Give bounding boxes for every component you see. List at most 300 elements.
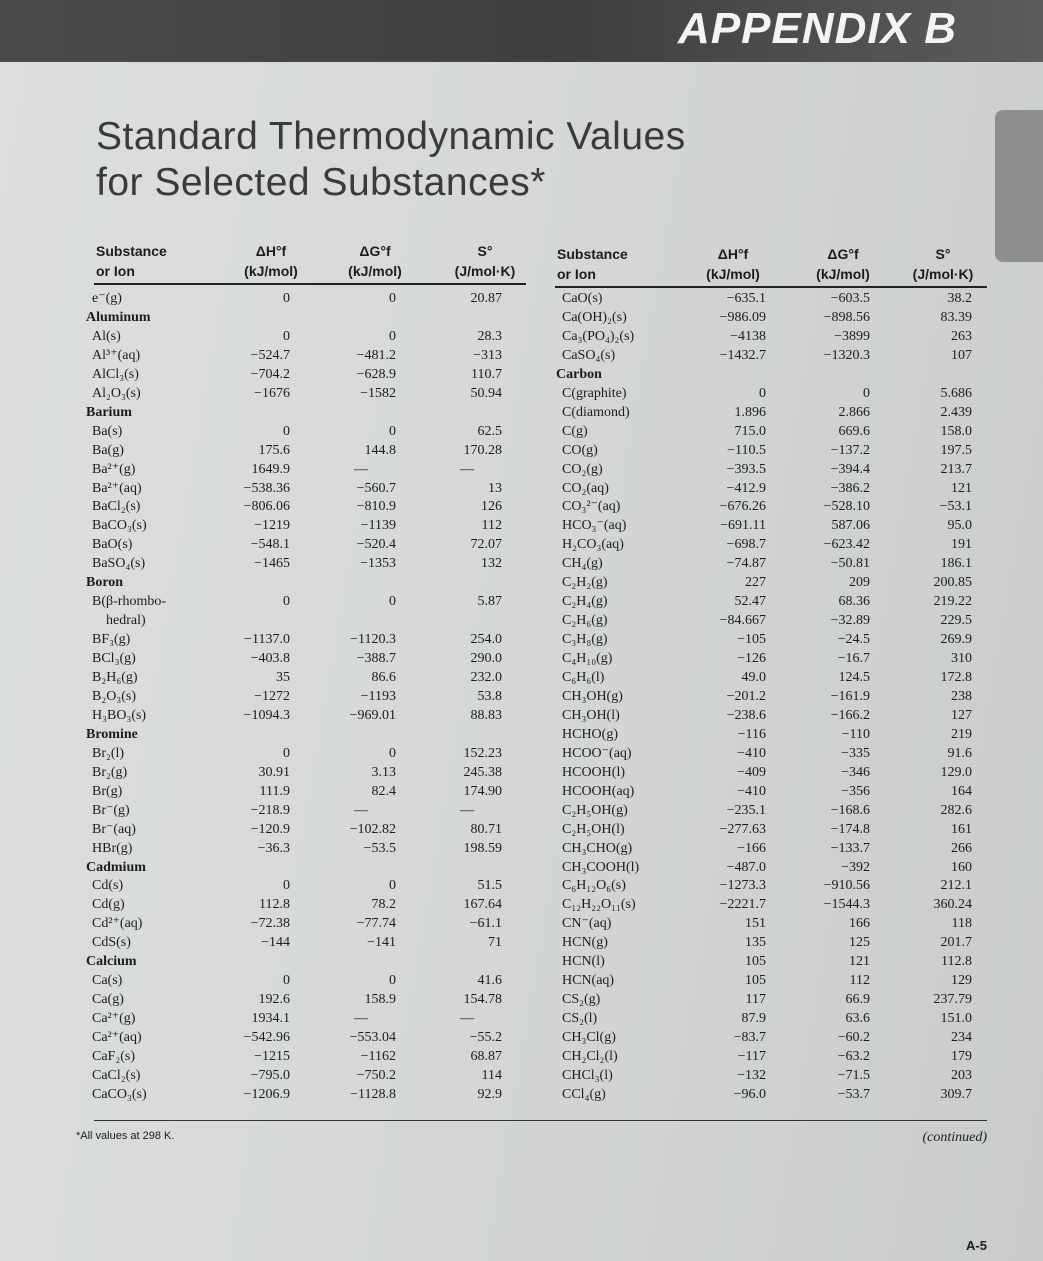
enthalpy-value: 0 xyxy=(283,973,290,989)
enthalpy-value: 1934.1 xyxy=(251,1011,290,1027)
substance-name: B(β-rhombo- xyxy=(92,594,166,610)
enthalpy-value: −238.6 xyxy=(726,707,766,723)
gibbs-value: −53.7 xyxy=(837,1086,870,1102)
gibbs-value: −137.2 xyxy=(830,442,870,458)
gibbs-value: −910.56 xyxy=(823,878,870,894)
table-row xyxy=(0,763,1043,782)
enthalpy-value: −676.26 xyxy=(719,499,766,515)
table-row xyxy=(0,516,1043,535)
table-row xyxy=(0,535,1043,554)
gibbs-value: −53.5 xyxy=(363,840,396,856)
entropy-value: 129 xyxy=(951,973,972,989)
entropy-value: 154.78 xyxy=(463,992,502,1008)
entropy-value: 245.38 xyxy=(463,764,502,780)
table-row xyxy=(0,1085,1043,1104)
enthalpy-value: −201.2 xyxy=(726,688,766,704)
entropy-value: −55.2 xyxy=(469,1030,502,1046)
substance-name: CH₃OH(g) xyxy=(562,688,623,704)
table-row xyxy=(0,592,1043,611)
substance-name: Br₂(g) xyxy=(92,764,128,780)
gibbs-value: 66.9 xyxy=(845,992,870,1008)
enthalpy-value: −144 xyxy=(261,935,290,951)
enthalpy-value: 135 xyxy=(745,935,766,951)
gibbs-value: −969.01 xyxy=(349,707,396,723)
substance-name: Br(g) xyxy=(92,783,123,799)
substance-name: CaO(s) xyxy=(562,291,603,306)
entropy-value: 88.83 xyxy=(470,707,502,723)
enthalpy-value: −806.06 xyxy=(243,499,290,515)
entropy-value: 282.6 xyxy=(940,802,972,818)
entropy-value: 2.439 xyxy=(940,404,972,420)
entropy-value: 110.7 xyxy=(471,366,502,382)
substance-name: H₃BO₃(s) xyxy=(92,707,147,723)
entropy-value: — xyxy=(460,1011,474,1027)
gibbs-value: −1544.3 xyxy=(823,897,870,913)
entropy-value: 72.07 xyxy=(470,537,502,553)
substance-name: CaCl₂(s) xyxy=(92,1067,141,1083)
substance-name: B₂O₃(s) xyxy=(92,688,136,704)
gibbs-value: −141 xyxy=(367,935,396,951)
table-row xyxy=(0,933,1043,952)
enthalpy-value: −1206.9 xyxy=(243,1086,290,1102)
table-row xyxy=(0,839,1043,858)
substance-name: CaCO₃(s) xyxy=(92,1086,147,1102)
category-row xyxy=(0,365,1043,384)
gibbs-value: 112 xyxy=(849,973,870,989)
enthalpy-value: −96.0 xyxy=(733,1086,766,1102)
gibbs-value: 121 xyxy=(849,954,870,970)
gibbs-value: −810.9 xyxy=(356,499,396,515)
gibbs-value: −161.9 xyxy=(830,688,870,704)
table-bottom-rule xyxy=(94,1120,987,1121)
entropy-value: 197.5 xyxy=(940,442,972,458)
table-row xyxy=(0,782,1043,801)
left-header-enthalpy: ΔH°f (kJ/mol) xyxy=(244,243,298,279)
enthalpy-value: −542.96 xyxy=(243,1030,290,1046)
entropy-value: 91.6 xyxy=(947,745,972,761)
entropy-value: 167.64 xyxy=(463,897,502,913)
category-label: Aluminum xyxy=(86,309,151,325)
enthalpy-value: −1219 xyxy=(254,518,290,534)
entropy-value: 80.71 xyxy=(470,821,502,837)
entropy-value: 232.0 xyxy=(470,670,502,685)
substance-name: C(g) xyxy=(562,423,588,439)
gibbs-value: −1120.3 xyxy=(350,632,396,648)
enthalpy-value: −72.38 xyxy=(250,916,290,932)
right-header-gibbs: ΔG°f (kJ/mol) xyxy=(816,246,870,282)
table-row xyxy=(0,403,1043,422)
entropy-value: 170.28 xyxy=(463,442,502,458)
enthalpy-value: −487.0 xyxy=(726,859,766,875)
left-header-substance: Substance or Ion xyxy=(96,243,167,279)
substance-name: Br⁻(g) xyxy=(92,802,130,818)
gibbs-value: 0 xyxy=(389,328,396,344)
substance-name: C₂H₄(g) xyxy=(562,594,608,610)
enthalpy-value: −235.1 xyxy=(726,802,766,818)
substance-name: CH₂Cl₂(l) xyxy=(562,1049,618,1064)
substance-name: C₄H₁₀(g) xyxy=(562,651,613,667)
gibbs-value: 124.5 xyxy=(838,670,870,685)
substance-name: CO₂(aq) xyxy=(562,480,609,496)
gibbs-value: −1128.8 xyxy=(350,1086,396,1102)
gibbs-value: — xyxy=(354,802,368,818)
entropy-value: — xyxy=(460,802,474,818)
entropy-value: 129.0 xyxy=(940,764,972,780)
substance-name: HCO₃⁻(aq) xyxy=(562,518,627,534)
gibbs-value: 158.9 xyxy=(364,992,396,1008)
substance-name: C₂H₅OH(l) xyxy=(562,821,625,837)
substance-name: AlCl₃(s) xyxy=(92,366,139,382)
page-title-line-2: for Selected Substances* xyxy=(96,161,546,204)
entropy-value: 28.3 xyxy=(477,328,502,344)
gibbs-value: −102.82 xyxy=(349,821,396,837)
substance-name: HCOO⁻(aq) xyxy=(562,745,632,761)
entropy-value: 151.0 xyxy=(940,1011,972,1027)
gibbs-value: 63.6 xyxy=(845,1011,870,1027)
substance-name: C(graphite) xyxy=(562,385,627,401)
substance-name: C₆H₁₂O₆(s) xyxy=(562,878,626,894)
substance-name: C₂H₅OH(g) xyxy=(562,802,628,818)
substance-name: Ca²⁺(aq) xyxy=(92,1030,142,1046)
gibbs-value: −520.4 xyxy=(356,537,396,553)
gibbs-value: −553.04 xyxy=(349,1030,396,1046)
entropy-value: 114 xyxy=(481,1067,502,1083)
entropy-value: 237.79 xyxy=(933,992,972,1008)
substance-name: BF₃(g) xyxy=(92,632,131,648)
enthalpy-value: −524.7 xyxy=(250,347,290,363)
appendix-banner xyxy=(0,0,1043,62)
gibbs-value: −481.2 xyxy=(356,347,396,363)
enthalpy-value: 175.6 xyxy=(258,442,290,458)
substance-name: BCl₃(g) xyxy=(92,651,136,667)
gibbs-value: −392 xyxy=(841,859,870,875)
gibbs-value: 68.36 xyxy=(838,594,870,610)
substance-name: Ca²⁺(g) xyxy=(92,1011,136,1027)
enthalpy-value: −1676 xyxy=(254,385,290,401)
gibbs-value: −110 xyxy=(841,726,870,742)
gibbs-value: −168.6 xyxy=(830,802,870,818)
gibbs-value: 0 xyxy=(863,385,870,401)
substance-name: CO₃²⁻(aq) xyxy=(562,499,621,515)
gibbs-value: −603.5 xyxy=(830,291,870,306)
enthalpy-value: −1094.3 xyxy=(243,707,290,723)
enthalpy-value: −4138 xyxy=(730,328,766,344)
category-label: Bromine xyxy=(86,726,138,742)
enthalpy-value: 715.0 xyxy=(734,423,766,439)
substance-name: CS₂(g) xyxy=(562,992,601,1008)
gibbs-value: −388.7 xyxy=(356,651,396,667)
gibbs-value: −32.89 xyxy=(830,613,870,629)
table-row xyxy=(0,990,1043,1009)
table-row xyxy=(0,554,1043,573)
table-row xyxy=(0,289,1043,308)
enthalpy-value: −218.9 xyxy=(250,802,290,818)
table-row xyxy=(0,422,1043,441)
substance-name: HCN(aq) xyxy=(562,973,615,989)
table-row xyxy=(0,952,1043,971)
substance-name: BaSO₄(s) xyxy=(92,556,146,572)
enthalpy-value: −548.1 xyxy=(250,537,290,553)
enthalpy-value: −105 xyxy=(737,632,766,648)
entropy-value: 254.0 xyxy=(470,632,502,648)
entropy-value: 186.1 xyxy=(940,556,972,572)
gibbs-value: −3899 xyxy=(834,328,870,344)
enthalpy-value: −117 xyxy=(737,1049,766,1064)
enthalpy-value: −116 xyxy=(737,726,766,742)
entropy-value: 191 xyxy=(951,537,972,553)
substance-name: CH₃COOH(l) xyxy=(562,859,640,875)
left-header-rule xyxy=(94,283,526,285)
enthalpy-value: 117 xyxy=(745,992,766,1008)
gibbs-value: −528.10 xyxy=(823,499,870,515)
entropy-value: 121 xyxy=(951,480,972,496)
entropy-value: 229.5 xyxy=(940,613,972,629)
substance-name: CO₂(g) xyxy=(562,461,603,477)
table-row xyxy=(0,858,1043,877)
table-row xyxy=(0,914,1043,933)
enthalpy-value: −120.9 xyxy=(250,821,290,837)
table-row xyxy=(0,971,1043,990)
entropy-value: 127 xyxy=(951,707,972,723)
table-row xyxy=(0,687,1043,706)
gibbs-value: −346 xyxy=(841,764,870,780)
gibbs-value: — xyxy=(354,461,368,477)
enthalpy-value: 112.8 xyxy=(259,897,290,913)
right-header-entropy: S° (J/mol·K) xyxy=(912,246,974,282)
entropy-value: 62.5 xyxy=(477,423,502,439)
enthalpy-value: −1273.3 xyxy=(719,878,766,894)
table-row xyxy=(0,441,1043,460)
enthalpy-value: −36.3 xyxy=(257,840,290,856)
substance-name: hedral) xyxy=(106,613,146,629)
enthalpy-value: −110.5 xyxy=(727,442,766,458)
entropy-value: 212.1 xyxy=(940,878,972,894)
gibbs-value: −335 xyxy=(841,745,870,761)
substance-name: Al(s) xyxy=(92,328,121,344)
gibbs-value: −628.9 xyxy=(356,366,396,382)
category-label: Cadmium xyxy=(86,859,146,875)
gibbs-value: 0 xyxy=(389,291,396,306)
substance-name: C₂H₂(g) xyxy=(562,575,608,591)
table-row xyxy=(0,460,1043,479)
gibbs-value: −16.7 xyxy=(837,651,870,667)
entropy-value: 92.9 xyxy=(477,1086,502,1102)
enthalpy-value: −635.1 xyxy=(726,291,766,306)
enthalpy-value: −393.5 xyxy=(726,461,766,477)
gibbs-value: −1320.3 xyxy=(823,347,870,363)
substance-name: CdS(s) xyxy=(92,935,131,951)
substance-name: HCHO(g) xyxy=(562,726,618,742)
enthalpy-value: −2221.7 xyxy=(719,897,766,913)
entropy-value: 13 xyxy=(488,480,502,496)
gibbs-value: 166 xyxy=(849,916,870,932)
substance-name: CCl₄(g) xyxy=(562,1086,606,1102)
table-row xyxy=(0,1028,1043,1047)
gibbs-value: 209 xyxy=(849,575,870,591)
continued-label: (continued) xyxy=(922,1130,987,1145)
table-row xyxy=(0,573,1043,592)
table-row xyxy=(0,384,1043,403)
enthalpy-value: −1215 xyxy=(254,1049,290,1064)
entropy-value: 38.2 xyxy=(947,291,972,306)
gibbs-value: −898.56 xyxy=(823,309,870,325)
entropy-value: 201.7 xyxy=(940,935,972,951)
entropy-value: 219.22 xyxy=(933,594,972,610)
gibbs-value: — xyxy=(354,1011,368,1027)
entropy-value: 310 xyxy=(951,651,972,667)
enthalpy-value: 151 xyxy=(745,916,766,932)
entropy-value: 132 xyxy=(481,556,502,572)
entropy-value: 112.8 xyxy=(941,954,972,970)
entropy-value: 20.87 xyxy=(470,291,502,306)
substance-name: C₁₂H₂₂O₁₁(s) xyxy=(562,897,636,913)
substance-name: Ba²⁺(aq) xyxy=(92,480,142,496)
category-label: Carbon xyxy=(556,366,602,382)
table-row xyxy=(0,820,1043,839)
substance-name: CHCl₃(l) xyxy=(562,1067,613,1083)
entropy-value: 126 xyxy=(481,499,502,515)
category-label: Calcium xyxy=(86,954,137,970)
gibbs-value: −1193 xyxy=(360,688,396,704)
substance-name: Cd²⁺(aq) xyxy=(92,916,143,932)
footnote: *All values at 298 K. xyxy=(76,1130,175,1142)
gibbs-value: −1582 xyxy=(360,385,396,401)
gibbs-value: −1162 xyxy=(360,1049,396,1064)
enthalpy-value: −986.09 xyxy=(719,309,766,325)
gibbs-value: −1353 xyxy=(360,556,396,572)
gibbs-value: −623.42 xyxy=(823,537,870,553)
category-label: Boron xyxy=(86,575,124,591)
substance-name: BaCl₂(s) xyxy=(92,499,141,515)
table-row xyxy=(0,668,1043,687)
enthalpy-value: 0 xyxy=(283,328,290,344)
table-row xyxy=(0,327,1043,346)
enthalpy-value: 227 xyxy=(745,575,766,591)
table-row xyxy=(0,1066,1043,1085)
gibbs-value: −750.2 xyxy=(356,1067,396,1083)
entropy-value: 174.90 xyxy=(463,783,502,799)
gibbs-value: −24.5 xyxy=(837,632,870,648)
enthalpy-value: 0 xyxy=(283,878,290,894)
substance-name: Ba²⁺(g) xyxy=(92,461,136,477)
entropy-value: 41.6 xyxy=(477,973,502,989)
enthalpy-value: 1.896 xyxy=(734,404,766,420)
left-header-gibbs: ΔG°f (kJ/mol) xyxy=(348,243,402,279)
gibbs-value: −386.2 xyxy=(830,480,870,496)
substance-name: CH₃CHO(g) xyxy=(562,840,633,856)
entropy-value: 118 xyxy=(951,916,972,932)
table-row xyxy=(0,801,1043,820)
page-number: A-5 xyxy=(966,1238,987,1253)
enthalpy-value: 0 xyxy=(283,745,290,761)
substance-name: Ca(s) xyxy=(92,973,123,989)
gibbs-value: −77.74 xyxy=(356,916,396,932)
substance-name: C(diamond) xyxy=(562,404,630,420)
gibbs-value: −356 xyxy=(841,783,870,799)
substance-name: Cd(s) xyxy=(92,878,124,894)
entropy-value: 213.7 xyxy=(940,461,972,477)
substance-name: HBr(g) xyxy=(92,840,133,856)
substance-name: Br₂(l) xyxy=(92,745,125,761)
enthalpy-value: 35 xyxy=(276,670,290,685)
enthalpy-value: −538.36 xyxy=(243,480,290,496)
substance-name: C₃H₈(g) xyxy=(562,632,608,648)
substance-name: HCOOH(aq) xyxy=(562,783,635,799)
table-row xyxy=(0,497,1043,516)
gibbs-value: 0 xyxy=(389,423,396,439)
enthalpy-value: 0 xyxy=(283,594,290,610)
enthalpy-value: 0 xyxy=(283,423,290,439)
gibbs-value: 587.06 xyxy=(831,518,870,534)
entropy-value: 5.87 xyxy=(477,594,502,610)
enthalpy-value: −409 xyxy=(737,764,766,780)
enthalpy-value: 52.47 xyxy=(734,594,766,610)
enthalpy-value: −166 xyxy=(737,840,766,856)
entropy-value: 360.24 xyxy=(933,897,972,913)
enthalpy-value: −403.8 xyxy=(250,651,290,667)
entropy-value: 51.5 xyxy=(477,878,502,894)
substance-name: CH₄(g) xyxy=(562,556,603,572)
right-header-substance: Substance or Ion xyxy=(557,246,628,282)
substance-name: Ba(s) xyxy=(92,423,123,439)
substance-name: C₂H₆(g) xyxy=(562,613,608,629)
enthalpy-value: −412.9 xyxy=(726,480,766,496)
gibbs-value: 86.6 xyxy=(371,670,396,685)
enthalpy-value: −698.7 xyxy=(726,537,766,553)
table-row xyxy=(0,895,1043,914)
substance-name: BaCO₃(s) xyxy=(92,518,147,534)
entropy-value: 172.8 xyxy=(940,670,972,685)
enthalpy-value: −84.667 xyxy=(719,613,766,629)
gibbs-value: 82.4 xyxy=(371,783,396,799)
entropy-value: — xyxy=(460,461,474,477)
gibbs-value: −394.4 xyxy=(830,461,870,477)
entropy-value: 200.85 xyxy=(933,575,972,591)
enthalpy-value: 30.91 xyxy=(258,764,290,780)
entropy-value: 164 xyxy=(951,783,972,799)
substance-name: CH₃Cl(g) xyxy=(562,1030,616,1046)
gibbs-value: −60.2 xyxy=(837,1030,870,1046)
gibbs-value: 2.866 xyxy=(838,404,870,420)
entropy-value: 160 xyxy=(951,859,972,875)
table-row xyxy=(0,346,1043,365)
substance-name: Cd(g) xyxy=(92,897,125,913)
entropy-value: 71 xyxy=(488,935,502,951)
substance-name: CH₃OH(l) xyxy=(562,707,620,723)
entropy-value: 309.7 xyxy=(940,1086,972,1102)
substance-name: Al₂O₃(s) xyxy=(92,385,141,401)
entropy-value: −61.1 xyxy=(469,916,502,932)
substance-name: Br⁻(aq) xyxy=(92,821,136,837)
page-edge-tab xyxy=(995,110,1043,262)
table-row xyxy=(0,876,1043,895)
right-header-rule xyxy=(555,286,987,288)
substance-name: BaO(s) xyxy=(92,537,133,553)
entropy-value: 50.94 xyxy=(470,385,502,401)
enthalpy-value: 0 xyxy=(759,385,766,401)
enthalpy-value: 105 xyxy=(745,954,766,970)
substance-name: CN⁻(aq) xyxy=(562,916,612,932)
table-row xyxy=(0,744,1043,763)
entropy-value: 263 xyxy=(951,328,972,344)
left-header-entropy: S° (J/mol·K) xyxy=(454,243,516,279)
enthalpy-value: −1137.0 xyxy=(244,632,290,648)
enthalpy-value: −83.7 xyxy=(733,1030,766,1046)
table-row xyxy=(0,611,1043,630)
page-title-line-1: Standard Thermodynamic Values xyxy=(96,115,686,158)
gibbs-value: −63.2 xyxy=(837,1049,870,1064)
enthalpy-value: −410 xyxy=(737,783,766,799)
